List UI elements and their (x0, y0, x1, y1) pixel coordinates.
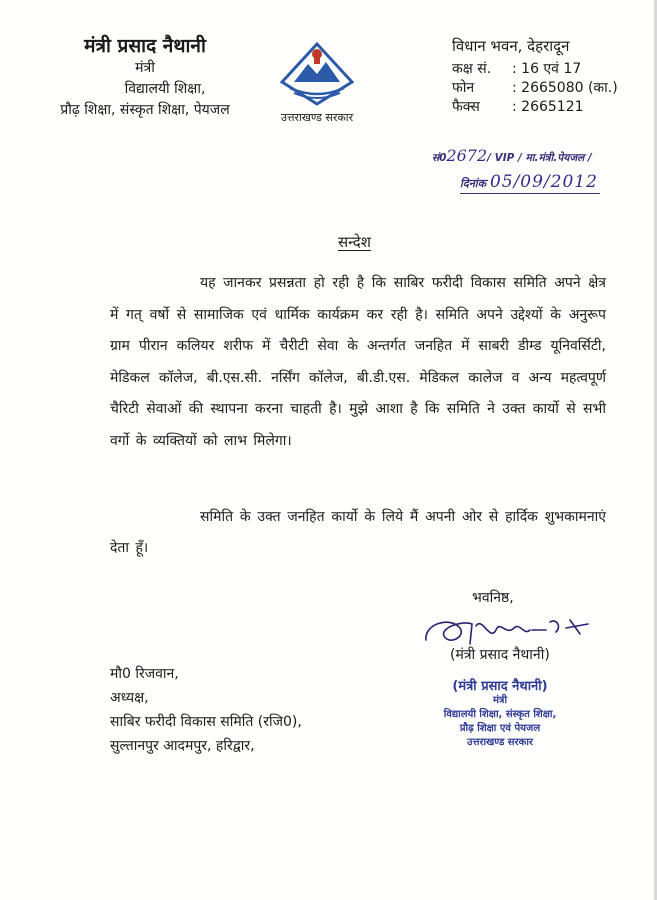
date-label: दिनांक (460, 177, 487, 190)
letter-subject: सन्देश (338, 233, 371, 251)
minister-name: मंत्री प्रसाद नैथानी (84, 35, 206, 57)
seal-line-1: विद्यालयी शिक्षा, संस्कृत शिक्षा, (443, 709, 557, 720)
room-value: : 16 एवं 17 (512, 61, 582, 77)
body-paragraph-1: यह जानकर प्रसन्नता हो रही है कि साबिर फरीदी विकास समिति अपने क्षेत्र में गत् वर्षो से सामाजिक एवं धार्मिक कार्यक्रम कर रही है। समिति अपने उद्देश्यों के अनुरूप ग्राम पीरान कलियर शरीफ में चैरीटी सेवा के अन्तर्गत जनहित में साबरी डीम्ड यूनिवर्सिटी, मेडिकल कॉलेज, बी.एस.सी. नर्सिंग कॉलेज, बी.डी.एस. मेडिकल कालेज व अन्य महत्वपूर्ण चैरिटी सेवाओं की स्थापना करना चाहती है। मुझे आशा है कि समिति ने उक्त कार्यो से सभी वर्गो के व्यक्तियों को लाभ मिलेगा। (110, 275, 606, 449)
date-stamp (460, 172, 600, 194)
room-label: कक्ष सं. (452, 61, 492, 77)
room-row (452, 60, 642, 79)
reference-stamp (432, 146, 592, 165)
letterhead-left (40, 32, 250, 121)
seal-line-2: प्रौढ़ शिक्षा एवं पेयजल (459, 723, 541, 734)
letterhead-right (452, 36, 642, 117)
fax-value: : 2665121 (512, 99, 584, 115)
department-line-1: विद्यालयी शिक्षा, (124, 81, 206, 97)
department-line-2: प्रौढ़ शिक्षा, संस्कृत शिक्षा, पेयजल (60, 102, 230, 118)
uttarakhand-emblem (262, 42, 372, 125)
fax-row (452, 98, 642, 117)
seal-line-3: उत्तराखण्ड सरकार (466, 737, 534, 748)
recipient-organization: साबिर फरीदी विकास समिति (रजि0), (110, 714, 302, 730)
logo-caption: उत्तराखण्ड सरकार (280, 111, 354, 124)
date-value: 05/09/2012 (489, 172, 598, 192)
recipient-address: सुल्तानपुर आदमपुर, हरिद्वार, (110, 738, 255, 754)
recipient-designation: अध्यक्ष, (110, 690, 149, 706)
fax-label: फैक्स (452, 99, 480, 115)
signatory-name: (मंत्री प्रसाद नैथानी) (450, 647, 550, 663)
phone-label: फोन (452, 80, 475, 96)
reference-prefix: सं0 (432, 152, 447, 164)
recipient-block (110, 662, 302, 758)
seal-name: (मंत्री प्रसाद नैथानी) (452, 679, 548, 694)
recipient-name: मौ0 रिजवान, (110, 666, 179, 682)
reference-number: 2672 (446, 146, 488, 165)
phone-value: : 2665080 (का.) (512, 80, 618, 96)
body-paragraph-2: समिति के उक्त जनहित कार्यो के लिये मैं अपनी ओर से हार्दिक शुभकामनाएं देता हूँ। (110, 509, 606, 556)
minister-title: मंत्री (135, 60, 155, 76)
reference-suffix: / VIP / मा.मंत्री.पेयजल / (487, 152, 592, 164)
official-seal (420, 680, 580, 750)
date-underline (460, 193, 600, 194)
closing-salutation: भवनिष्ठ, (472, 590, 514, 606)
emblem-logo-icon (280, 42, 354, 106)
phone-row (452, 79, 642, 98)
office-address: विधान भवन, देहरादून (452, 37, 570, 55)
seal-title: मंत्री (492, 695, 508, 706)
